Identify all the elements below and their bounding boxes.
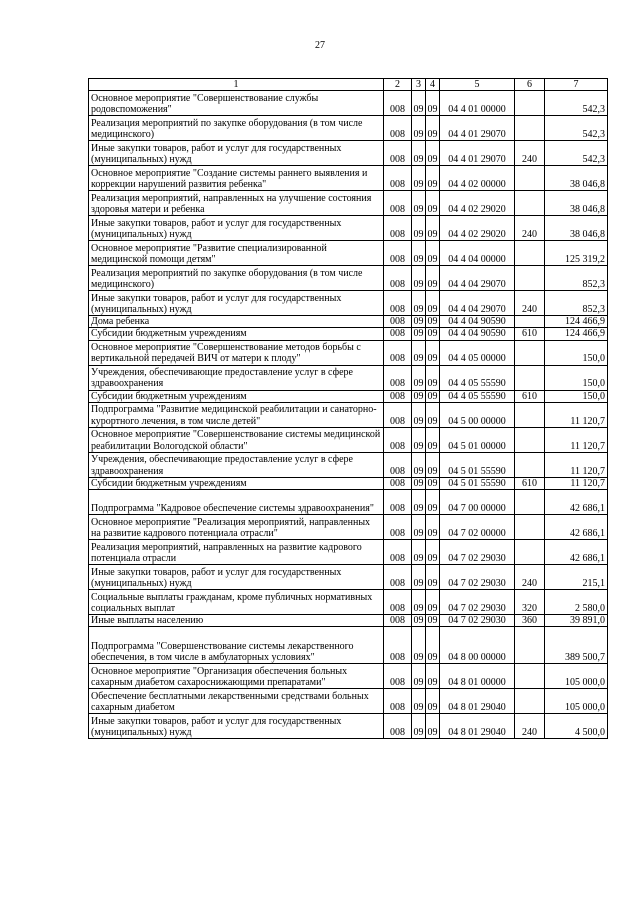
row-description: Социальные выплаты гражданам, кроме публичных нормативных социальных выплат <box>89 589 384 614</box>
ministry-code: 008 <box>384 241 412 266</box>
amount: 542,3 <box>545 141 608 166</box>
target-article-code: 04 8 00 00000 <box>440 627 515 664</box>
target-article-code: 04 5 01 55590 <box>440 452 515 477</box>
table-row <box>89 452 608 477</box>
amount: 39 891,0 <box>545 614 608 626</box>
ministry-code: 008 <box>384 116 412 141</box>
amount: 150,0 <box>545 365 608 390</box>
subsection-code: 09 <box>427 328 438 340</box>
expense-type-code <box>515 489 545 514</box>
amount: 215,1 <box>545 564 608 589</box>
section-code: 09 <box>412 340 426 365</box>
ministry-code: 008 <box>384 539 412 564</box>
table-row <box>89 539 608 564</box>
expense-type-code: 610 <box>515 328 545 340</box>
ministry-code: 008 <box>384 514 412 539</box>
target-article-code: 04 4 05 55590 <box>440 365 515 390</box>
section-code: 09 <box>412 116 426 141</box>
ministry-code: 008 <box>384 627 412 664</box>
amount: 852,3 <box>545 266 608 291</box>
target-article-code: 04 4 01 29070 <box>440 116 515 141</box>
expense-type-code <box>515 340 545 365</box>
row-description: Субсидии бюджетным учреждениям <box>89 477 384 489</box>
target-article-code: 04 4 04 29070 <box>440 291 515 316</box>
column-header: 6 <box>515 79 545 91</box>
expense-type-code: 610 <box>515 390 545 402</box>
table-row <box>89 191 608 216</box>
table-row <box>89 614 608 626</box>
table-row <box>89 627 608 664</box>
amount: 42 686,1 <box>545 539 608 564</box>
amount: 124 466,9 <box>545 316 608 328</box>
table-row <box>89 489 608 514</box>
expense-type-code: 320 <box>515 589 545 614</box>
amount: 124 466,9 <box>545 328 608 340</box>
section-code: 09 <box>412 564 426 589</box>
table-row <box>89 291 608 316</box>
table-row <box>89 514 608 539</box>
amount: 150,0 <box>545 340 608 365</box>
expense-type-code <box>515 266 545 291</box>
ministry-code: 008 <box>384 614 412 626</box>
table-row <box>89 390 608 402</box>
row-description: Реализация мероприятий, направленных на улучшение состояния здоровья матери и ребенка <box>89 191 384 216</box>
subsection-code: 09 <box>426 589 440 614</box>
target-article-code: 04 7 02 29030 <box>440 589 515 614</box>
target-article-code: 04 4 01 29070 <box>440 141 515 166</box>
table-row <box>89 316 608 328</box>
column-header: 4 <box>426 79 440 91</box>
target-article-code: 04 4 05 00000 <box>440 340 515 365</box>
expense-type-code: 610 <box>515 477 545 489</box>
row-description: Реализация мероприятий по закупке оборудования (в том числе медицинского) <box>89 116 384 141</box>
ministry-code: 008 <box>384 291 412 316</box>
expense-type-code <box>515 91 545 116</box>
amount: 11 120,7 <box>545 477 608 489</box>
subsection-code: 09 <box>427 390 438 402</box>
expense-type-code: 240 <box>515 141 545 166</box>
table-row <box>89 166 608 191</box>
target-article-code: 04 4 04 29070 <box>440 266 515 291</box>
subsection-code: 09 <box>426 340 440 365</box>
ministry-code: 008 <box>384 714 412 739</box>
section-code: 09 <box>412 539 426 564</box>
amount: 105 000,0 <box>545 664 608 689</box>
section-code: 09 <box>412 664 426 689</box>
expense-type-code <box>515 539 545 564</box>
amount: 2 580,0 <box>545 589 608 614</box>
table-row <box>89 365 608 390</box>
amount: 11 120,7 <box>545 427 608 452</box>
subsection-code: 09 <box>426 116 440 141</box>
amount: 150,0 <box>545 390 608 402</box>
subsection-code: 09 <box>426 514 440 539</box>
expense-type-code: 240 <box>515 291 545 316</box>
section-code: 09 <box>413 316 424 328</box>
expense-type-code <box>515 316 545 328</box>
amount: 542,3 <box>545 116 608 141</box>
subsection-code: 09 <box>426 627 440 664</box>
row-description: Основное мероприятие "Совершенствование методов борьбы с вертикальной передачей ВИЧ от матери к плоду" <box>89 340 384 365</box>
table-row <box>89 91 608 116</box>
expense-type-code <box>515 664 545 689</box>
table-row <box>89 664 608 689</box>
subsection-code: 09 <box>426 664 440 689</box>
ministry-code: 008 <box>384 689 412 714</box>
section-code: 09 <box>412 216 426 241</box>
table-row <box>89 241 608 266</box>
page-number: 27 <box>315 40 325 51</box>
section-code: 09 <box>413 390 424 402</box>
subsection-code: 09 <box>426 402 440 427</box>
ministry-code: 008 <box>384 427 412 452</box>
row-description: Иные выплаты населению <box>89 614 384 626</box>
subsection-code: 09 <box>427 477 438 489</box>
ministry-code: 008 <box>384 452 412 477</box>
row-description: Учреждения, обеспечивающие предоставление услуг в сфере здравоохранения <box>89 452 384 477</box>
section-code: 09 <box>413 477 424 489</box>
amount: 42 686,1 <box>545 514 608 539</box>
column-header: 3 <box>412 79 426 91</box>
table-row <box>89 266 608 291</box>
ministry-code: 008 <box>384 489 412 514</box>
subsection-code: 09 <box>426 489 440 514</box>
section-code: 09 <box>412 291 426 316</box>
expense-type-code <box>515 191 545 216</box>
expense-type-code: 240 <box>515 216 545 241</box>
subsection-code: 09 <box>427 614 438 626</box>
subsection-code: 09 <box>426 266 440 291</box>
subsection-code: 09 <box>426 539 440 564</box>
target-article-code: 04 7 00 00000 <box>440 489 515 514</box>
ministry-code: 008 <box>384 328 412 340</box>
expense-type-code: 360 <box>515 614 545 626</box>
ministry-code: 008 <box>384 390 412 402</box>
amount: 389 500,7 <box>545 627 608 664</box>
target-article-code: 04 4 04 90590 <box>440 328 515 340</box>
ministry-code: 008 <box>384 91 412 116</box>
ministry-code: 008 <box>384 664 412 689</box>
row-description: Основное мероприятие "Совершенствование системы медицинской реабилитации Вологодской области" <box>89 427 384 452</box>
section-code: 09 <box>412 427 426 452</box>
subsection-code: 09 <box>426 564 440 589</box>
ministry-code: 008 <box>384 216 412 241</box>
amount: 11 120,7 <box>545 402 608 427</box>
section-code: 09 <box>412 627 426 664</box>
row-description: Основное мероприятие "Создание системы раннего выявления и коррекции нарушений развития ребенка" <box>89 166 384 191</box>
column-header: 5 <box>440 79 515 91</box>
section-code: 09 <box>412 489 426 514</box>
target-article-code: 04 7 02 29030 <box>440 614 515 626</box>
target-article-code: 04 5 00 00000 <box>440 402 515 427</box>
column-header: 2 <box>384 79 412 91</box>
subsection-code: 09 <box>426 427 440 452</box>
target-article-code: 04 8 01 00000 <box>440 664 515 689</box>
section-code: 09 <box>412 166 426 191</box>
table-row <box>89 427 608 452</box>
table-row <box>89 689 608 714</box>
ministry-code: 008 <box>384 564 412 589</box>
target-article-code: 04 7 02 29030 <box>440 564 515 589</box>
section-code: 09 <box>412 589 426 614</box>
amount: 852,3 <box>545 291 608 316</box>
table-row <box>89 477 608 489</box>
amount: 38 046,8 <box>545 166 608 191</box>
column-header: 7 <box>545 79 608 91</box>
table-header-row <box>89 79 608 91</box>
target-article-code: 04 4 01 00000 <box>440 91 515 116</box>
section-code: 09 <box>412 365 426 390</box>
subsection-code: 09 <box>426 91 440 116</box>
row-description: Субсидии бюджетным учреждениям <box>89 390 384 402</box>
section-code: 09 <box>412 141 426 166</box>
amount: 11 120,7 <box>545 452 608 477</box>
subsection-code: 09 <box>426 689 440 714</box>
budget-table <box>88 78 608 739</box>
amount: 42 686,1 <box>545 489 608 514</box>
row-description: Подпрограмма "Развитие медицинской реабилитации и санаторно-курортного лечения, в том числе детей" <box>89 402 384 427</box>
expense-type-code <box>515 116 545 141</box>
target-article-code: 04 7 02 00000 <box>440 514 515 539</box>
table-row <box>89 141 608 166</box>
section-code: 09 <box>412 91 426 116</box>
target-article-code: 04 8 01 29040 <box>440 689 515 714</box>
row-description: Основное мероприятие "Развитие специализированной медицинской помощи детям" <box>89 241 384 266</box>
amount: 38 046,8 <box>545 191 608 216</box>
expense-type-code <box>515 689 545 714</box>
ministry-code: 008 <box>384 340 412 365</box>
row-description: Дома ребенка <box>89 316 384 328</box>
expense-type-code <box>515 365 545 390</box>
subsection-code: 09 <box>426 714 440 739</box>
target-article-code: 04 7 02 29030 <box>440 539 515 564</box>
target-article-code: 04 4 02 00000 <box>440 166 515 191</box>
amount: 125 319,2 <box>545 241 608 266</box>
section-code: 09 <box>412 266 426 291</box>
row-description: Основное мероприятие "Реализация мероприятий, направленных на развитие кадрового потенциала отрасли" <box>89 514 384 539</box>
ministry-code: 008 <box>384 477 412 489</box>
row-description: Реализация мероприятий, направленных на развитие кадрового потенциала отрасли <box>89 539 384 564</box>
section-code: 09 <box>413 328 424 340</box>
expense-type-code <box>515 427 545 452</box>
expense-type-code <box>515 452 545 477</box>
table-row <box>89 714 608 739</box>
ministry-code: 008 <box>384 191 412 216</box>
expense-type-code <box>515 402 545 427</box>
table-row <box>89 116 608 141</box>
amount: 4 500,0 <box>545 714 608 739</box>
table-row <box>89 216 608 241</box>
subsection-code: 09 <box>426 365 440 390</box>
subsection-code: 09 <box>426 291 440 316</box>
ministry-code: 008 <box>384 402 412 427</box>
expense-type-code <box>515 166 545 191</box>
row-description: Подпрограмма "Совершенствование системы лекарственного обеспечения, в том числе в амбулаторных условиях" <box>89 627 384 664</box>
target-article-code: 04 4 04 00000 <box>440 241 515 266</box>
target-article-code: 04 8 01 29040 <box>440 714 515 739</box>
row-description: Иные закупки товаров, работ и услуг для государственных (муниципальных) нужд <box>89 714 384 739</box>
amount: 105 000,0 <box>545 689 608 714</box>
expense-type-code: 240 <box>515 564 545 589</box>
expense-type-code <box>515 241 545 266</box>
ministry-code: 008 <box>384 141 412 166</box>
row-description: Иные закупки товаров, работ и услуг для государственных (муниципальных) нужд <box>89 216 384 241</box>
target-article-code: 04 4 02 29020 <box>440 216 515 241</box>
row-description: Реализация мероприятий по закупке оборудования (в том числе медицинского) <box>89 266 384 291</box>
target-article-code: 04 5 01 00000 <box>440 427 515 452</box>
section-code: 09 <box>412 191 426 216</box>
row-description: Иные закупки товаров, работ и услуг для государственных (муниципальных) нужд <box>89 291 384 316</box>
target-article-code: 04 4 02 29020 <box>440 191 515 216</box>
column-header: 1 <box>89 79 384 91</box>
subsection-code: 09 <box>426 216 440 241</box>
section-code: 09 <box>413 614 424 626</box>
section-code: 09 <box>412 452 426 477</box>
amount: 542,3 <box>545 91 608 116</box>
ministry-code: 008 <box>384 365 412 390</box>
row-description: Субсидии бюджетным учреждениям <box>89 328 384 340</box>
subsection-code: 09 <box>427 316 438 328</box>
section-code: 09 <box>412 714 426 739</box>
subsection-code: 09 <box>426 191 440 216</box>
section-code: 09 <box>412 241 426 266</box>
table-row <box>89 328 608 340</box>
section-code: 09 <box>412 402 426 427</box>
row-description: Основное мероприятие "Организация обеспечения больных сахарным диабетом сахароснижающими препаратами" <box>89 664 384 689</box>
row-description: Подпрограмма "Кадровое обеспечение системы здравоохранения" <box>89 489 384 514</box>
row-description: Основное мероприятие "Совершенствование службы родовспоможения" <box>89 91 384 116</box>
table-row <box>89 589 608 614</box>
table-row <box>89 340 608 365</box>
ministry-code: 008 <box>384 316 412 328</box>
table-row <box>89 402 608 427</box>
row-description: Иные закупки товаров, работ и услуг для государственных (муниципальных) нужд <box>89 141 384 166</box>
row-description: Учреждения, обеспечивающие предоставление услуг в сфере здравоохранения <box>89 365 384 390</box>
section-code: 09 <box>412 689 426 714</box>
row-description: Иные закупки товаров, работ и услуг для государственных (муниципальных) нужд <box>89 564 384 589</box>
target-article-code: 04 4 04 90590 <box>440 316 515 328</box>
ministry-code: 008 <box>384 589 412 614</box>
table-row <box>89 564 608 589</box>
subsection-code: 09 <box>426 141 440 166</box>
expense-type-code <box>515 514 545 539</box>
subsection-code: 09 <box>426 241 440 266</box>
target-article-code: 04 5 01 55590 <box>440 477 515 489</box>
subsection-code: 09 <box>426 166 440 191</box>
subsection-code: 09 <box>426 452 440 477</box>
ministry-code: 008 <box>384 166 412 191</box>
expense-type-code <box>515 627 545 664</box>
row-description: Обеспечение бесплатными лекарственными средствами больных сахарным диабетом <box>89 689 384 714</box>
amount: 38 046,8 <box>545 216 608 241</box>
section-code: 09 <box>412 514 426 539</box>
ministry-code: 008 <box>384 266 412 291</box>
target-article-code: 04 4 05 55590 <box>440 390 515 402</box>
expense-type-code: 240 <box>515 714 545 739</box>
